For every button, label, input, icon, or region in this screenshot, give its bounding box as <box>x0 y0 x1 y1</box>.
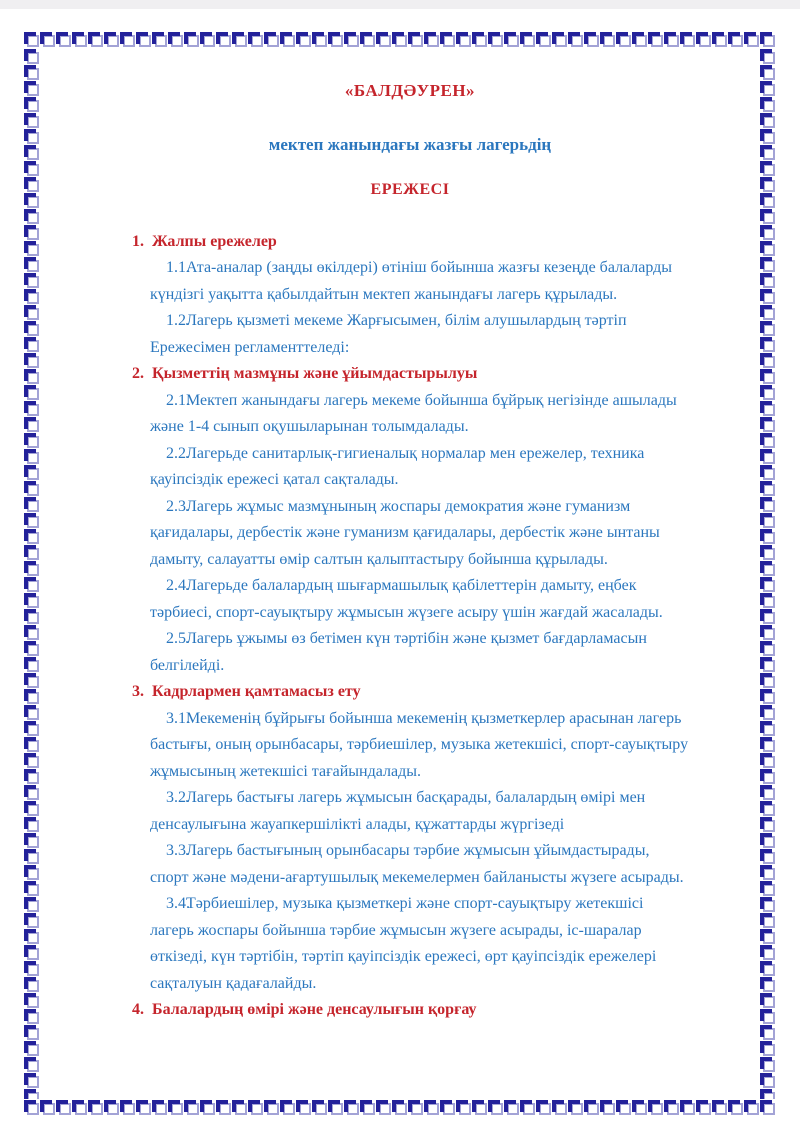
border-square <box>328 1100 343 1115</box>
border-square <box>136 1100 151 1115</box>
border-square <box>24 417 39 432</box>
border-square <box>760 561 775 576</box>
border-square <box>24 257 39 272</box>
art-border-left <box>24 49 40 1099</box>
item-text: Балалардың өмірі және денсаулығын қорғау <box>152 1001 477 1018</box>
item-number: 4. <box>132 1001 144 1018</box>
border-square <box>24 641 39 656</box>
border-square <box>760 705 775 720</box>
border-square <box>88 32 103 47</box>
section-heading <box>130 679 690 706</box>
border-square <box>600 1100 615 1115</box>
border-square <box>40 1100 55 1115</box>
border-square <box>24 273 39 288</box>
border-square <box>680 1100 695 1115</box>
border-square <box>760 865 775 880</box>
border-square <box>424 1100 439 1115</box>
border-square <box>104 32 119 47</box>
border-square <box>24 881 39 896</box>
border-square <box>760 609 775 624</box>
border-square <box>616 1100 631 1115</box>
border-square <box>760 673 775 688</box>
border-square <box>760 529 775 544</box>
border-square <box>664 1100 679 1115</box>
border-square <box>584 1100 599 1115</box>
item-text: Тәрбиешілер, музыка қызметкері және спорт-сауықтыру жетекшісі лагерь жоспары бойынша тәрбие жұмысын жүзеге асырады, іс-шаралар өткізеді, күн тәртібін, тәртіп қауіпсіздік ережесі, өрт қауіпсіздік ережелері сақталуын қадағалайды. <box>150 895 657 992</box>
border-square <box>760 513 775 528</box>
border-square <box>760 961 775 976</box>
border-square <box>24 65 39 80</box>
border-square <box>24 129 39 144</box>
border-square <box>360 1100 375 1115</box>
border-square <box>24 497 39 512</box>
border-square <box>216 1100 231 1115</box>
border-square <box>24 865 39 880</box>
border-square <box>760 737 775 752</box>
border-square <box>24 577 39 592</box>
border-square <box>696 1100 711 1115</box>
border-square <box>24 529 39 544</box>
border-square <box>712 1100 727 1115</box>
list-item <box>130 308 690 361</box>
item-text: Лагерь қызметі мекеме Жарғысымен, білім алушылардың тәртіп Ережесімен регламенттеледі: <box>150 312 627 356</box>
border-square <box>760 657 775 672</box>
border-square <box>536 1100 551 1115</box>
border-square <box>24 321 39 336</box>
item-text: Лагерь ұжымы өз бетімен күн тәртібін және қызмет бағдарламасын белгілейді. <box>150 630 647 674</box>
border-square <box>696 32 711 47</box>
document-body <box>130 0 690 1024</box>
border-square <box>728 32 743 47</box>
border-square <box>24 369 39 384</box>
border-square <box>200 1100 215 1115</box>
border-square <box>24 609 39 624</box>
border-square <box>24 225 39 240</box>
border-square <box>24 929 39 944</box>
item-number: 1.2. <box>166 312 190 329</box>
border-square <box>760 417 775 432</box>
border-square <box>56 1100 71 1115</box>
border-square <box>392 1100 407 1115</box>
border-square <box>760 897 775 912</box>
item-text: Мекеменің бұйрығы бойынша мекеменің қызметкерлер арасынан лагерь бастығы, оның орынбасары, тәрбиешілер, музыка жетекшісі, спорт-сауықтыру жұмысының жетекшісі тағайындалады. <box>150 709 689 780</box>
border-square <box>552 1100 567 1115</box>
border-square <box>408 1100 423 1115</box>
border-square <box>24 785 39 800</box>
border-square <box>296 1100 311 1115</box>
border-square <box>760 97 775 112</box>
border-square <box>760 881 775 896</box>
item-number: 3.3. <box>166 842 190 859</box>
list-item <box>130 255 690 308</box>
border-square <box>488 1100 503 1115</box>
border-square <box>760 785 775 800</box>
border-square <box>760 433 775 448</box>
border-square <box>120 1100 135 1115</box>
item-text: Жалпы ережелер <box>152 232 277 250</box>
list-item <box>130 441 690 494</box>
list-item <box>130 891 690 997</box>
document-subtitle-2: ЕРЕЖЕСІ <box>370 181 450 198</box>
border-square <box>104 1100 119 1115</box>
border-square <box>24 305 39 320</box>
item-number: 2.4. <box>166 577 190 594</box>
border-square <box>760 401 775 416</box>
item-number: 2.2. <box>166 444 190 462</box>
border-square <box>760 801 775 816</box>
border-square <box>760 1089 775 1099</box>
border-square <box>760 385 775 400</box>
border-square <box>760 32 775 47</box>
border-square <box>24 113 39 128</box>
item-text: Қызметтің мазмұны және ұйымдастырылуы <box>152 365 478 382</box>
art-border-right <box>760 49 776 1099</box>
border-square <box>88 1100 103 1115</box>
item-number: 3. <box>132 683 144 700</box>
border-square <box>24 753 39 768</box>
border-square <box>760 177 775 192</box>
border-square <box>24 97 39 112</box>
border-square <box>344 1100 359 1115</box>
border-square <box>648 1100 663 1115</box>
border-square <box>264 1100 279 1115</box>
border-square <box>24 1025 39 1040</box>
item-text: Лагерь бастығы лагерь жұмысын басқарады, балалардың өмірі мен денсаулығына жауапкершілікті алады, құжаттарды жүргізеді <box>150 789 646 833</box>
list-item <box>130 706 690 786</box>
list-item <box>130 626 690 679</box>
border-square <box>24 449 39 464</box>
border-square <box>24 961 39 976</box>
border-square <box>24 657 39 672</box>
border-square <box>760 913 775 928</box>
border-square <box>24 913 39 928</box>
border-square <box>760 593 775 608</box>
border-square <box>760 81 775 96</box>
document-title: «БАЛДӘУРЕН» <box>344 81 476 100</box>
border-square <box>24 49 39 64</box>
border-square <box>520 1100 535 1115</box>
border-square <box>760 273 775 288</box>
border-square <box>312 1100 327 1115</box>
item-text: Ата-аналар (заңды өкілдері) өтініш бойынша жазғы кезеңде балаларды күндізгі уақытта қабылдайтын мектеп жанындағы лагерь құрылады. <box>150 259 673 303</box>
border-square <box>24 545 39 560</box>
border-square <box>760 1100 775 1115</box>
border-square <box>24 593 39 608</box>
border-square <box>24 625 39 640</box>
border-square <box>760 1025 775 1040</box>
border-square <box>24 289 39 304</box>
border-square <box>744 32 759 47</box>
border-square <box>760 945 775 960</box>
border-square <box>760 849 775 864</box>
item-text: Лагерь бастығының орынбасары тәрбие жұмысын ұйымдастырады, спорт және мәдени-ағартушылық мекемелермен байланысты жүзеге асырады. <box>150 842 684 886</box>
border-square <box>24 945 39 960</box>
border-square <box>760 993 775 1008</box>
border-square <box>760 641 775 656</box>
border-square <box>440 1100 455 1115</box>
border-square <box>24 1089 39 1099</box>
sections-list <box>130 229 690 1024</box>
border-square <box>24 737 39 752</box>
list-item <box>130 785 690 838</box>
border-square <box>632 1100 647 1115</box>
list-item <box>130 388 690 441</box>
border-square <box>760 481 775 496</box>
border-square <box>24 1009 39 1024</box>
border-square <box>760 497 775 512</box>
border-square <box>760 753 775 768</box>
border-square <box>504 1100 519 1115</box>
border-square <box>760 193 775 208</box>
item-number: 3.1. <box>166 709 190 727</box>
border-square <box>760 1041 775 1056</box>
border-square <box>24 465 39 480</box>
border-square <box>24 897 39 912</box>
border-square <box>72 32 87 47</box>
border-square <box>24 161 39 176</box>
border-square <box>24 833 39 848</box>
border-square <box>760 577 775 592</box>
section-heading <box>130 997 690 1024</box>
border-square <box>728 1100 743 1115</box>
item-text: Лагерьде балалардың шығармашылық қабілеттерін дамыту, еңбек тәрбиесі, спорт-сауықтыру жұмысын жүзеге асыру үшін жағдай жасалады. <box>150 577 663 621</box>
border-square <box>456 1100 471 1115</box>
border-square <box>24 1041 39 1056</box>
border-square <box>760 321 775 336</box>
border-square <box>24 81 39 96</box>
border-square <box>24 513 39 528</box>
list-item <box>130 494 690 574</box>
border-square <box>72 1100 87 1115</box>
border-square <box>24 241 39 256</box>
item-number: 1.1. <box>166 259 190 276</box>
border-square <box>760 1073 775 1088</box>
list-item <box>130 573 690 626</box>
section-heading <box>130 229 690 256</box>
border-square <box>24 433 39 448</box>
border-square <box>760 1009 775 1024</box>
item-text: Лагерь жұмыс мазмұнының жоспары демократия және гуманизм қағидалары, дербестік және гуманизм қағидалары, дербестік және ынтаны дамыту, салауатты өмір салтын қалыптастыру бойынша құрылады. <box>150 497 660 568</box>
border-square <box>744 1100 759 1115</box>
border-square <box>760 289 775 304</box>
border-square <box>24 145 39 160</box>
item-number: 2.5. <box>166 630 190 647</box>
item-text: Мектеп жанындағы лагерь мекеме бойынша бұйрық негізінде ашылады және 1-4 сынып оқушыларынан толымдалады. <box>150 391 677 435</box>
border-square <box>24 481 39 496</box>
item-number: 2.3. <box>166 497 190 515</box>
border-square <box>24 673 39 688</box>
border-square <box>376 1100 391 1115</box>
border-square <box>760 689 775 704</box>
border-square <box>24 353 39 368</box>
border-square <box>760 833 775 848</box>
border-square <box>24 705 39 720</box>
border-square <box>24 817 39 832</box>
border-square <box>760 353 775 368</box>
item-number: 1. <box>132 232 144 250</box>
border-square <box>760 625 775 640</box>
item-text: Кадрлармен қамтамасыз ету <box>152 683 361 700</box>
border-square <box>760 929 775 944</box>
border-square <box>168 1100 183 1115</box>
border-square <box>24 32 39 47</box>
document-subtitle: мектеп жанындағы жазғы лагерьдің <box>268 134 552 154</box>
border-square <box>568 1100 583 1115</box>
border-square <box>760 145 775 160</box>
border-square <box>24 401 39 416</box>
border-square <box>248 1100 263 1115</box>
border-square <box>760 769 775 784</box>
border-square <box>24 993 39 1008</box>
border-square <box>760 337 775 352</box>
border-square <box>24 193 39 208</box>
border-square <box>472 1100 487 1115</box>
border-square <box>24 849 39 864</box>
section-heading <box>130 361 690 388</box>
border-square <box>760 721 775 736</box>
border-square <box>232 1100 247 1115</box>
border-square <box>24 801 39 816</box>
border-square <box>760 817 775 832</box>
item-number: 3.4. <box>166 895 190 912</box>
border-square <box>40 32 55 47</box>
border-square <box>760 65 775 80</box>
border-square <box>24 689 39 704</box>
border-square <box>760 465 775 480</box>
border-square <box>24 769 39 784</box>
border-square <box>760 545 775 560</box>
art-border-bottom <box>24 1100 776 1116</box>
border-square <box>184 1100 199 1115</box>
border-square <box>24 721 39 736</box>
border-square <box>760 129 775 144</box>
border-square <box>760 241 775 256</box>
item-number: 2. <box>132 365 144 382</box>
item-number: 3.2. <box>166 789 190 806</box>
document-header <box>130 78 690 204</box>
border-square <box>24 1073 39 1088</box>
border-square <box>760 449 775 464</box>
item-text: Лагерьде санитарлық-гигиеналық нормалар мен ережелер, техника қауіпсіздік ережесі қатал сақталады. <box>150 444 645 488</box>
border-square <box>760 305 775 320</box>
border-square <box>760 161 775 176</box>
border-square <box>24 177 39 192</box>
border-square <box>24 977 39 992</box>
border-square <box>760 209 775 224</box>
border-square <box>280 1100 295 1115</box>
item-number: 2.1. <box>166 391 190 409</box>
border-square <box>760 977 775 992</box>
border-square <box>760 113 775 128</box>
border-square <box>712 32 727 47</box>
list-item <box>130 838 690 891</box>
border-square <box>24 1057 39 1072</box>
border-square <box>152 1100 167 1115</box>
border-square <box>760 369 775 384</box>
border-square <box>760 225 775 240</box>
border-square <box>56 32 71 47</box>
border-square <box>760 257 775 272</box>
border-square <box>24 209 39 224</box>
border-square <box>24 337 39 352</box>
border-square <box>24 385 39 400</box>
border-square <box>24 1100 39 1115</box>
border-square <box>760 49 775 64</box>
border-square <box>760 1057 775 1072</box>
border-square <box>24 561 39 576</box>
